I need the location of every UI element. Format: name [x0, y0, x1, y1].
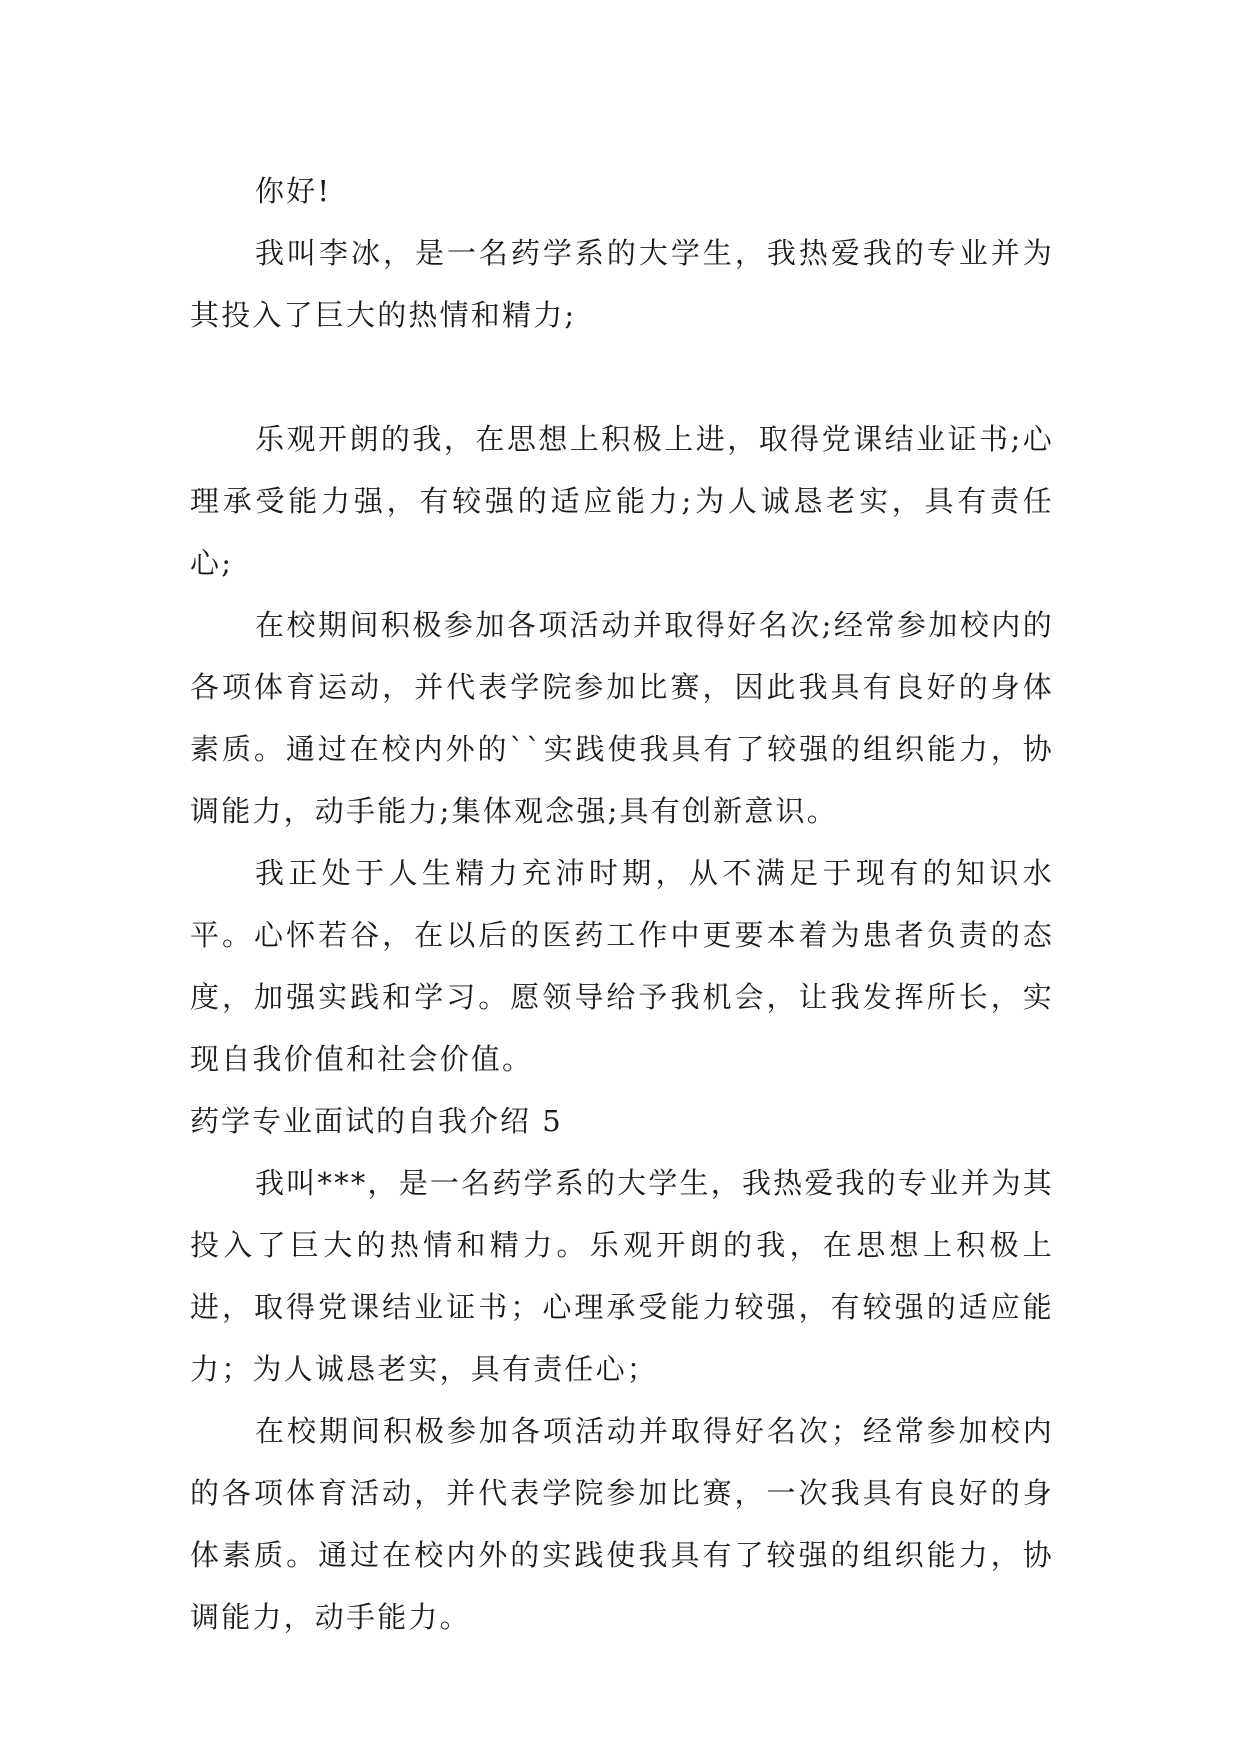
personality-paragraph: 乐观开朗的我，在思想上积极上进，取得党课结业证书;心理承受能力强，有较强的适应能力;为人诚恳老实，具有责任心;: [190, 422, 1054, 580]
closing-paragraph: 我正处于人生精力充沛时期，从不满足于现有的知识水平。心怀若谷，在以后的医药工作中更要本着为患者负责的态度，加强实践和学习。愿领导给予我机会，让我发挥所长，实现自我价值和社会价值。: [190, 856, 1054, 1076]
intro-paragraph: 我叫李冰，是一名药学系的大学生，我热爱我的专业并为其投入了巨大的热情和精力;: [190, 236, 1054, 332]
section5-intro-paragraph: 我叫***，是一名药学系的大学生，我热爱我的专业并为其投入了巨大的热情和精力。乐观开朗的我，在思想上积极上进，取得党课结业证书；心理承受能力较强，有较强的适应能力；为人诚恳老实，具有责任心；: [190, 1166, 1054, 1386]
document-body: [190, 160, 1054, 1648]
section5-activities-paragraph: 在校期间积极参加各项活动并取得好名次；经常参加校内的各项体育活动，并代表学院参加比赛，一次我具有良好的身体素质。通过在校内外的实践使我具有了较强的组织能力，协调能力，动手能力。: [190, 1414, 1054, 1634]
greeting-paragraph: 你好!: [255, 174, 332, 208]
activities-paragraph: 在校期间积极参加各项活动并取得好名次;经常参加校内的各项体育运动，并代表学院参加比赛，因此我具有良好的身体素质。通过在校内外的``实践使我具有了较强的组织能力，协调能力，动手能力;集体观念强;具有创新意识。: [190, 608, 1054, 828]
blank-line: [190, 346, 1054, 408]
section-heading: 药学专业面试的自我介绍 5: [190, 1104, 563, 1138]
